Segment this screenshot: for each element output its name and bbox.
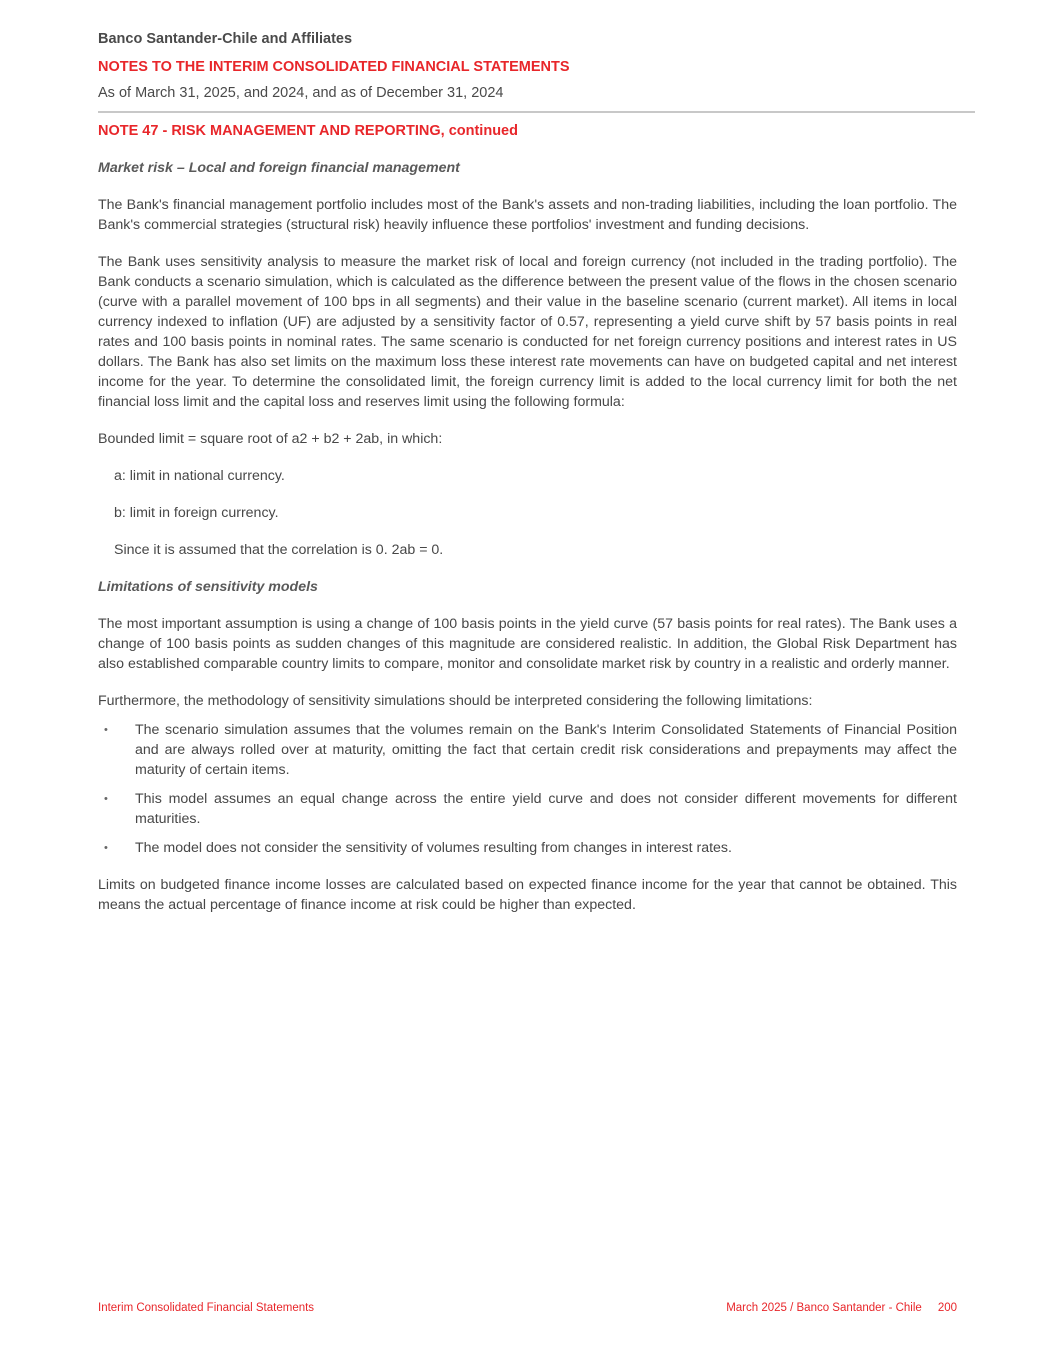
page-number: 200 xyxy=(937,1302,957,1314)
paragraph: The Bank uses sensitivity analysis to measure the market risk of local and foreign currency (not included in the trading portfolio). The Bank conducts a scenario simulation, which is calculated as the difference between the present value of the flows in the chosen scenario (curve with a parallel movement of 100 bps in all segments) and their value in the baseline scenario (current market). All items in local currency indexed to inflation (UF) are adjusted by a sensitivity factor of 0.57, representing a yield curve shift by 57 basis points in real rates and 100 basis points in nominal rates. The same scenario is conducted for net foreign currency positions and interest rates in US dollars. The Bank has also set limits on the maximum loss these interest rate movements can have on budgeted capital and net interest income for the year. To determine the consolidated limit, the foreign currency limit is added to the local currency limit for both the net financial loss limit and the capital loss and reserves limit using the following formula: xyxy=(98,254,957,410)
paragraph: The Bank's financial management portfolio includes most of the Bank's assets and non-trading liabilities, including the loan portfolio. The Bank's commercial strategies (structural risk) heavily influence these portfolios' investment and funding decisions. xyxy=(98,197,957,233)
footer-document-title: Interim Consolidated Financial Statements xyxy=(98,1302,315,1314)
section-title: NOTES TO THE INTERIM CONSOLIDATED FINANCIAL STATEMENTS xyxy=(98,59,570,75)
list-item xyxy=(98,789,957,829)
list-item-text: This model assumes an equal change across the entire yield curve and does not consider different movements for different maturities. xyxy=(135,791,957,827)
bullet-icon: • xyxy=(104,842,108,854)
formula-line: Bounded limit = square root of a2 + b2 + 2ab, in which: xyxy=(98,431,443,447)
bullet-icon: • xyxy=(104,724,108,736)
paragraph: The most important assumption is using a change of 100 basis points in the yield curve (57 basis points for real rates). The Bank uses a change of 100 basis points as sudden changes of this magnitude are considered realistic. In addition, the Global Risk Department has also established comparable country limits to compare, monitor and consolidate market risk by country in a realistic and orderly manner. xyxy=(98,616,957,672)
note-title: NOTE 47 - RISK MANAGEMENT AND REPORTING, continued xyxy=(98,123,518,139)
list-item xyxy=(98,720,957,780)
limitations-list xyxy=(98,720,957,858)
formula-item-b: b: limit in foreign currency. xyxy=(114,505,279,521)
company-name: Banco Santander-Chile and Affiliates xyxy=(98,31,353,47)
document-body xyxy=(98,121,957,932)
bullet-icon: • xyxy=(104,793,108,805)
list-item-text: The model does not consider the sensitivity of volumes resulting from changes in interest rates. xyxy=(135,840,732,856)
header-divider xyxy=(98,111,975,113)
as-of-date: As of March 31, 2025, and 2024, and as of December 31, 2024 xyxy=(98,85,504,101)
limitations-heading: Limitations of sensitivity models xyxy=(98,579,318,595)
footer-period: March 2025 / Banco Santander - Chile xyxy=(726,1302,922,1314)
market-risk-heading: Market risk – Local and foreign financial management xyxy=(98,160,460,176)
list-item xyxy=(98,838,957,858)
formula-item-c: Since it is assumed that the correlation is 0. 2ab = 0. xyxy=(114,542,444,558)
footer-right xyxy=(726,1302,957,1314)
paragraph: Furthermore, the methodology of sensitivity simulations should be interpreted considering the following limitations: xyxy=(98,693,813,709)
list-item-text: The scenario simulation assumes that the volumes remain on the Bank's Interim Consolidated Statements of Financial Position and are always rolled over at maturity, omitting the fact that certain credit risk considerations and prepayments may affect the maturity of certain items. xyxy=(135,722,957,778)
formula-item-a: a: limit in national currency. xyxy=(114,468,285,484)
paragraph: Limits on budgeted finance income losses are calculated based on expected finance income for the year that cannot be obtained. This means the actual percentage of finance income at risk could be higher than expected. xyxy=(98,877,957,913)
